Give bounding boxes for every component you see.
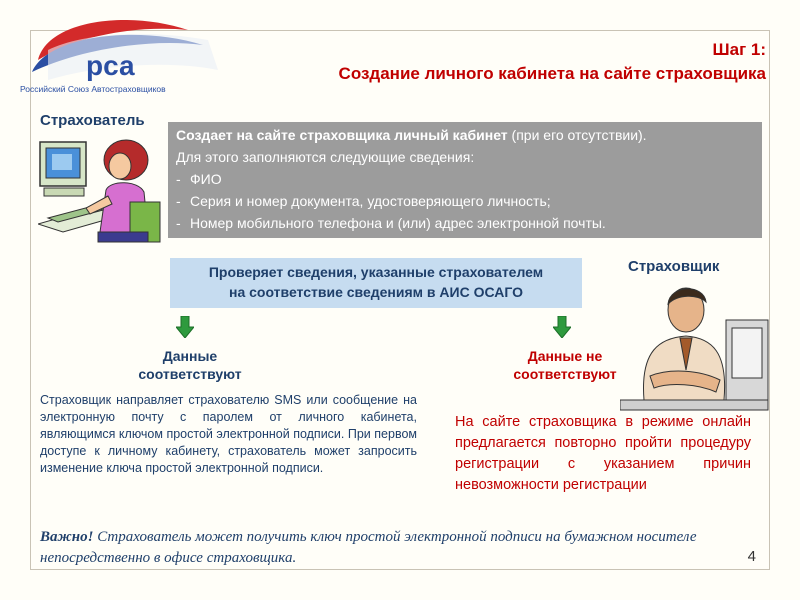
list-item: - Серия и номер документа, удостоверяющего личность; — [176, 190, 754, 212]
title-step: Шаг 1: — [712, 40, 766, 59]
bluebox-line2: на соответствие сведениям в АИС ОСАГО — [229, 284, 523, 300]
arrow-down-icon — [176, 316, 194, 338]
insurer-check-box — [170, 258, 582, 308]
important-rest: Страхователь может получить ключ простой электронной подписи на бумажном носителе непосредственно в офисе страховщика. — [40, 529, 697, 566]
data-match-text: Страховщик направляет страхователю SMS или сообщение на электронную почту с паролем от личного кабинета, являющимся ключом простой электронной подписи. При первом доступе к личному кабинету, страхователь может запросить изменение ключа простой электронной подписи. — [40, 393, 417, 475]
insured-action-box — [168, 122, 762, 238]
data-match-label: Данные соответствуют — [138, 348, 242, 382]
list-item: - ФИО — [176, 168, 754, 190]
list-item: - Номер мобильного телефона и (или) адрес электронной почты. — [176, 212, 754, 234]
bluebox-line1: Проверяет сведения, указанные страхователем — [208, 264, 544, 280]
man-at-computer-illustration — [620, 280, 770, 415]
woman-at-computer-illustration — [38, 132, 163, 250]
important-bold: Важно! — [40, 529, 94, 545]
data-mismatch-label: Данные не соответствуют — [513, 348, 617, 382]
greybox-intro — [176, 124, 754, 146]
title-main: Создание личного кабинета на сайте страховщика — [338, 64, 766, 83]
logo-caption: Российский Союз Автостраховщиков — [20, 84, 166, 94]
slide-title — [339, 38, 766, 86]
greybox-intro-rest: (при его отсутствии). — [507, 127, 647, 143]
insurer-label: Страховщик — [628, 258, 720, 275]
data-mismatch-text: На сайте страховщика в режиме онлайн предлагается повторно пройти процедуру регистрации с указанием причин невозможности регистрации — [455, 414, 751, 493]
greybox-intro-bold: Создает на сайте страховщика личный кабинет — [176, 127, 508, 143]
greybox-list — [176, 168, 754, 234]
insured-label: Страхователь — [40, 112, 145, 129]
logo-text: рса — [86, 50, 135, 81]
arrow-down-icon — [553, 316, 571, 338]
rsa-logo — [18, 10, 228, 100]
greybox-line2: Для этого заполняются следующие сведения: — [176, 149, 475, 165]
important-note — [40, 527, 755, 569]
page-number: 4 — [747, 548, 756, 565]
